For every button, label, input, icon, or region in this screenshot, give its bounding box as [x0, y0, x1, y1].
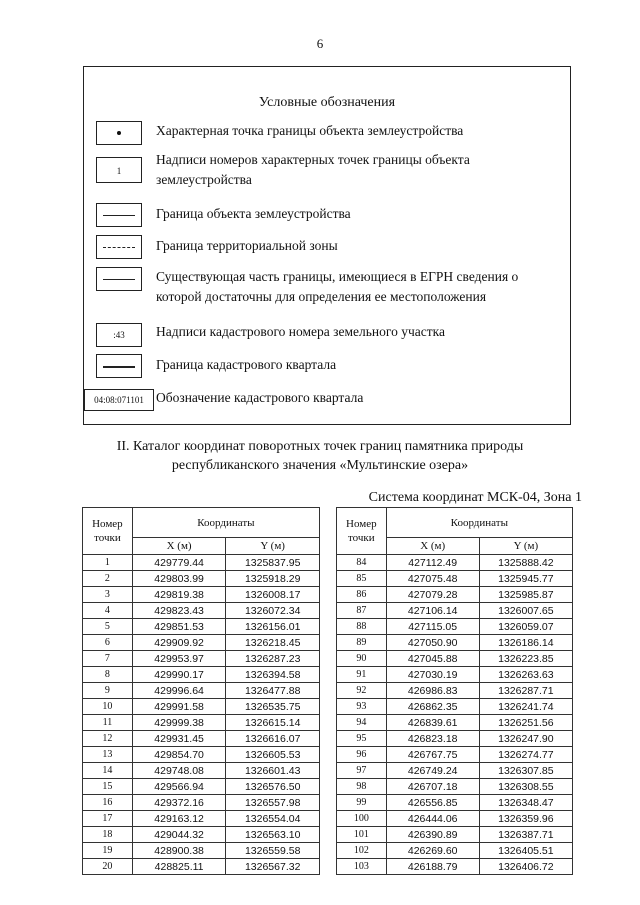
legend-symbol-quarter-boundary	[96, 354, 142, 378]
legend-symbol-cadastral-number	[96, 323, 142, 347]
table-row	[337, 699, 573, 715]
legend-text: Граница территориальной зоны	[156, 238, 338, 253]
y-cell: 1326307.85	[479, 763, 572, 779]
table-row	[83, 747, 320, 763]
table-row	[337, 747, 573, 763]
x-cell: 429854.70	[132, 747, 226, 763]
thick-line-icon	[103, 366, 135, 368]
point-number-cell: 98	[337, 779, 387, 795]
y-cell: 1326287.71	[479, 683, 572, 699]
x-cell: 428900.38	[132, 843, 226, 859]
header-y: Y (м)	[479, 538, 572, 555]
legend-symbol-point-label	[96, 157, 142, 183]
x-cell: 427050.90	[386, 635, 479, 651]
legend-row-object-boundary	[84, 201, 570, 231]
x-cell: 429931.45	[132, 731, 226, 747]
y-cell: 1326263.63	[479, 667, 572, 683]
y-cell: 1326072.34	[226, 603, 320, 619]
point-number-cell: 89	[337, 635, 387, 651]
x-cell: 429566.94	[132, 779, 226, 795]
coordinate-system: Система координат МСК-04, Зона 1	[368, 490, 582, 505]
point-number-cell: 92	[337, 683, 387, 699]
table-row	[337, 779, 573, 795]
table-row	[83, 571, 320, 587]
x-cell: 429991.58	[132, 699, 226, 715]
point-number-cell: 84	[337, 555, 387, 571]
legend-row-point	[84, 119, 570, 149]
table-row	[337, 795, 573, 811]
table-row	[337, 619, 573, 635]
y-cell: 1326394.58	[226, 667, 320, 683]
header-x: X (м)	[132, 538, 226, 555]
header-x: X (м)	[386, 538, 479, 555]
table-row	[337, 587, 573, 603]
table-row	[83, 827, 320, 843]
table-row	[337, 667, 573, 683]
page-number: 6	[316, 36, 324, 51]
y-cell: 1326601.43	[226, 763, 320, 779]
x-cell: 426707.18	[386, 779, 479, 795]
y-cell: 1326559.58	[226, 843, 320, 859]
y-cell: 1326405.51	[479, 843, 572, 859]
coordinates-table-left	[82, 507, 320, 875]
x-cell: 429819.38	[132, 587, 226, 603]
y-cell: 1325985.87	[479, 587, 572, 603]
table-row	[337, 603, 573, 619]
y-cell: 1326406.72	[479, 859, 572, 875]
legend-symbol-point	[96, 121, 142, 145]
y-cell: 1326563.10	[226, 827, 320, 843]
header-number: Номер точки	[337, 508, 387, 555]
point-number-cell: 85	[337, 571, 387, 587]
table-row	[337, 651, 573, 667]
legend-row-point-label	[84, 149, 570, 193]
point-number-cell: 12	[83, 731, 133, 747]
point-number-cell: 6	[83, 635, 133, 651]
header-y: Y (м)	[226, 538, 320, 555]
point-number-cell: 103	[337, 859, 387, 875]
legend-text: Граница кадастрового квартала	[156, 357, 337, 372]
y-cell: 1326186.14	[479, 635, 572, 651]
x-cell: 426556.85	[386, 795, 479, 811]
table-row	[83, 811, 320, 827]
legend-text: Характерная точка границы объекта землеустройства	[156, 123, 464, 138]
y-cell: 1326477.88	[226, 683, 320, 699]
point-number-cell: 20	[83, 859, 133, 875]
x-cell: 428825.11	[132, 859, 226, 875]
legend-text: Граница объекта землеустройства	[156, 206, 351, 221]
y-cell: 1326156.01	[226, 619, 320, 635]
header-number: Номер точки	[83, 508, 133, 555]
point-number-cell: 11	[83, 715, 133, 731]
y-cell: 1326287.23	[226, 651, 320, 667]
header-coordinates: Координаты	[386, 508, 572, 538]
legend-row-quarter-boundary	[84, 352, 570, 382]
y-cell: 1326008.17	[226, 587, 320, 603]
table-row	[337, 763, 573, 779]
y-cell: 1326007.65	[479, 603, 572, 619]
legend-row-cadastral-number	[84, 319, 570, 349]
x-cell: 427045.88	[386, 651, 479, 667]
x-cell: 429163.12	[132, 811, 226, 827]
x-cell: 429779.44	[132, 555, 226, 571]
table-row	[83, 555, 320, 571]
y-cell: 1326251.56	[479, 715, 572, 731]
point-number-cell: 17	[83, 811, 133, 827]
point-number-cell: 14	[83, 763, 133, 779]
point-number-cell: 97	[337, 763, 387, 779]
point-number-cell: 3	[83, 587, 133, 603]
x-cell: 426767.75	[386, 747, 479, 763]
section-title-line1: II. Каталог координат поворотных точек границ памятника природы	[116, 439, 524, 454]
y-cell: 1326567.32	[226, 859, 320, 875]
table-row	[83, 651, 320, 667]
x-cell: 426986.83	[386, 683, 479, 699]
table-row	[337, 827, 573, 843]
y-cell: 1326576.50	[226, 779, 320, 795]
solid-line-icon	[103, 215, 135, 216]
y-cell: 1326605.53	[226, 747, 320, 763]
legend-row-zone-boundary	[84, 233, 570, 263]
y-cell: 1325945.77	[479, 571, 572, 587]
y-cell: 1325918.29	[226, 571, 320, 587]
x-cell: 429953.97	[132, 651, 226, 667]
legend-text: Обозначение кадастрового квартала	[156, 390, 364, 405]
x-cell: 426749.24	[386, 763, 479, 779]
x-cell: 426839.61	[386, 715, 479, 731]
point-number-cell: 4	[83, 603, 133, 619]
dash-line-icon	[103, 247, 135, 248]
legend-text: Существующая часть границы, имеющиеся в ЕГРН сведения о которой достаточны для определения ее местоположения	[156, 269, 519, 304]
point-number-cell: 19	[83, 843, 133, 859]
y-cell: 1326274.77	[479, 747, 572, 763]
table-row	[337, 555, 573, 571]
point-number-cell: 99	[337, 795, 387, 811]
y-cell: 1325837.95	[226, 555, 320, 571]
table-row	[83, 619, 320, 635]
table-row	[337, 715, 573, 731]
thin-line-icon	[103, 279, 135, 280]
x-cell: 427079.28	[386, 587, 479, 603]
point-number-cell: 1	[83, 555, 133, 571]
y-cell: 1326223.85	[479, 651, 572, 667]
y-cell: 1326308.55	[479, 779, 572, 795]
table-row	[83, 731, 320, 747]
point-number-cell: 90	[337, 651, 387, 667]
x-cell: 427106.14	[386, 603, 479, 619]
y-cell: 1325888.42	[479, 555, 572, 571]
x-cell: 429748.08	[132, 763, 226, 779]
legend-box	[83, 66, 571, 425]
y-cell: 1326359.96	[479, 811, 572, 827]
table-row	[83, 587, 320, 603]
x-cell: 429990.17	[132, 667, 226, 683]
table-row	[337, 683, 573, 699]
cadastral-number-label: :43	[113, 330, 125, 340]
table-body-left	[83, 555, 320, 875]
point-number-cell: 101	[337, 827, 387, 843]
table-row	[337, 811, 573, 827]
x-cell: 429372.16	[132, 795, 226, 811]
point-number-cell: 91	[337, 667, 387, 683]
coordinates-table-right	[336, 507, 573, 875]
x-cell: 427115.05	[386, 619, 479, 635]
table-row	[83, 859, 320, 875]
x-cell: 429803.99	[132, 571, 226, 587]
point-number-cell: 18	[83, 827, 133, 843]
legend-row-existing-boundary	[84, 265, 570, 311]
y-cell: 1326616.07	[226, 731, 320, 747]
y-cell: 1326218.45	[226, 635, 320, 651]
point-number-cell: 93	[337, 699, 387, 715]
table-row	[83, 635, 320, 651]
x-cell: 426188.79	[386, 859, 479, 875]
table-row	[337, 731, 573, 747]
point-number-cell: 16	[83, 795, 133, 811]
x-cell: 426269.60	[386, 843, 479, 859]
section-title	[0, 437, 640, 475]
point-number-cell: 87	[337, 603, 387, 619]
legend-symbol-object-boundary	[96, 203, 142, 227]
point-number-cell: 96	[337, 747, 387, 763]
point-number-cell: 95	[337, 731, 387, 747]
table-row	[83, 699, 320, 715]
point-number-cell: 13	[83, 747, 133, 763]
table-row	[337, 571, 573, 587]
table-row	[83, 779, 320, 795]
y-cell: 1326247.90	[479, 731, 572, 747]
table-row	[83, 843, 320, 859]
x-cell: 429999.38	[132, 715, 226, 731]
legend-symbol-existing-boundary	[96, 267, 142, 291]
point-number-cell: 2	[83, 571, 133, 587]
table-row	[337, 635, 573, 651]
x-cell: 429044.32	[132, 827, 226, 843]
y-cell: 1326535.75	[226, 699, 320, 715]
point-number-cell: 10	[83, 699, 133, 715]
legend-text: Надписи номеров характерных точек границы объекта землеустройства	[156, 152, 470, 187]
legend-symbol-zone-boundary	[96, 235, 142, 259]
y-cell: 1326554.04	[226, 811, 320, 827]
point-number-cell: 102	[337, 843, 387, 859]
y-cell: 1326615.14	[226, 715, 320, 731]
point-number-cell: 8	[83, 667, 133, 683]
point-number-cell: 88	[337, 619, 387, 635]
y-cell: 1326348.47	[479, 795, 572, 811]
x-cell: 426862.35	[386, 699, 479, 715]
y-cell: 1326241.74	[479, 699, 572, 715]
y-cell: 1326059.07	[479, 619, 572, 635]
point-number-cell: 100	[337, 811, 387, 827]
table-row	[83, 763, 320, 779]
y-cell: 1326387.71	[479, 827, 572, 843]
x-cell: 427075.48	[386, 571, 479, 587]
section-title-line2: республиканского значения «Мультинские озера»	[171, 458, 469, 473]
table-row	[83, 667, 320, 683]
x-cell: 429823.43	[132, 603, 226, 619]
table-row	[337, 859, 573, 875]
table-body-right	[337, 555, 573, 875]
quarter-label: 04:08:071101	[94, 395, 144, 405]
table-row	[83, 715, 320, 731]
x-cell: 427112.49	[386, 555, 479, 571]
dot-icon	[117, 131, 121, 135]
x-cell: 426444.06	[386, 811, 479, 827]
x-cell: 429996.64	[132, 683, 226, 699]
point-number-cell: 5	[83, 619, 133, 635]
y-cell: 1326557.98	[226, 795, 320, 811]
table-row	[83, 683, 320, 699]
x-cell: 426390.89	[386, 827, 479, 843]
header-coordinates: Координаты	[132, 508, 319, 538]
x-cell: 426823.18	[386, 731, 479, 747]
legend-symbol-quarter-label	[84, 389, 154, 411]
table-row	[83, 795, 320, 811]
point-number-cell: 7	[83, 651, 133, 667]
legend-row-quarter-label	[84, 385, 570, 415]
table-row	[337, 843, 573, 859]
x-cell: 429851.53	[132, 619, 226, 635]
legend-text: Надписи кадастрового номера земельного участка	[156, 324, 445, 339]
table-row	[83, 603, 320, 619]
point-number-cell: 86	[337, 587, 387, 603]
legend-title: Условные обозначения	[258, 95, 396, 110]
x-cell: 429909.92	[132, 635, 226, 651]
point-number-cell: 15	[83, 779, 133, 795]
point-label-mark: 1	[116, 166, 122, 176]
x-cell: 427030.19	[386, 667, 479, 683]
point-number-cell: 94	[337, 715, 387, 731]
point-number-cell: 9	[83, 683, 133, 699]
